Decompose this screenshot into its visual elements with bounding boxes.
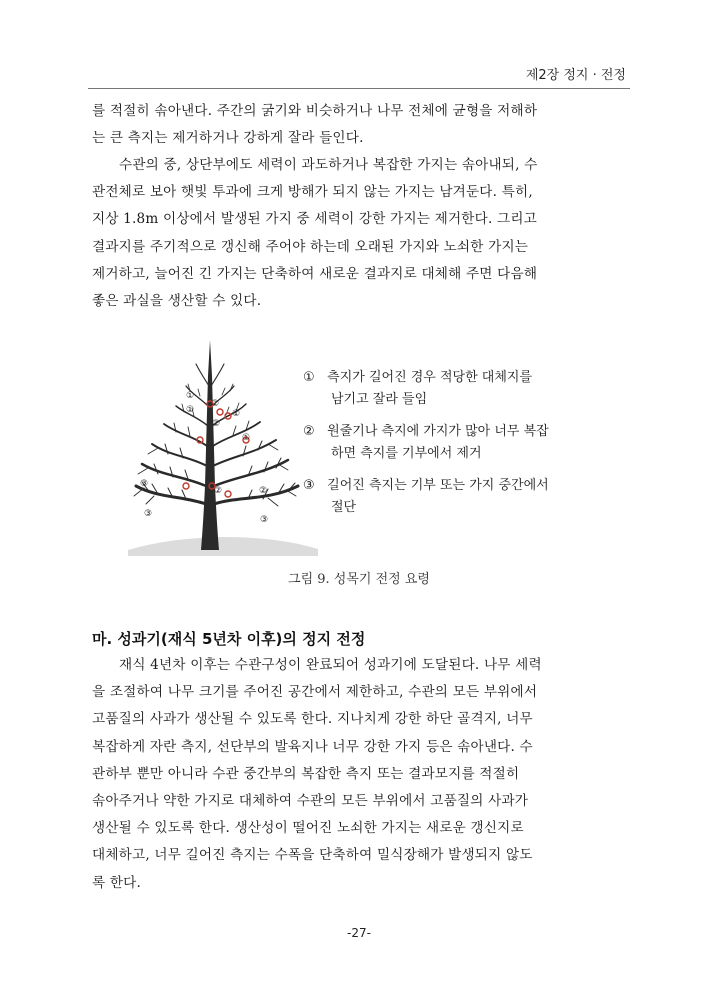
text-line: 를 적절히 솎아낸다. 주간의 굵기와 비슷하거나 나무 전체에 균형을 저해하 [92,103,538,119]
note-text: 길어진 측지는 기부 또는 가지 중간에서 [327,478,549,493]
text-line: 는 큰 측지는 제거하거나 강하게 잘라 들인다. [92,130,364,147]
marker-1: ① [242,433,251,443]
header-rule [88,88,630,89]
note-text: 측지가 길어진 경우 적당한 대체지를 [327,370,533,385]
text-line: 좋은 과실을 생산할 수 있다. [92,293,262,310]
paragraph-2 [92,152,630,315]
text-line: 록 한다. [92,874,142,891]
marker-3: ③ [140,479,149,489]
text-line: 수관의 중, 상단부에도 세력이 과도하거나 복잡한 가지는 솎아내되, 수 [119,157,538,173]
marker-2: ② [211,399,220,409]
text-line: 관전체로 보아 햇빛 투과에 크게 방해가 되지 않는 가지는 남겨둔다. 특히, [92,184,533,201]
marker-1: ① [186,391,195,401]
note-number: ② [303,424,315,439]
paragraph-1 [92,98,630,152]
page-number: -27- [347,926,371,940]
note-text: 원줄기나 측지에 가지가 많아 너무 복잡 [327,424,549,439]
note-text: 절단 [331,500,357,515]
note-2 [303,421,593,465]
marker-3: ③ [260,515,269,525]
marker-2: ② [212,419,221,429]
section-title: 마. 성과기(재식 5년차 이후)의 정지 전정 [92,630,366,648]
text-line: 복잡하게 자란 측지, 선단부의 발육지나 너무 강한 가지 등은 솎아낸다. 수 [92,738,533,755]
text-line: 을 조절하여 나무 크기를 주어진 공간에서 제한하고, 수관의 모든 부위에서 [92,684,538,701]
text-line: 솎아주거나 약한 가지로 대체하여 수관의 모든 부위에서 고품질의 사과가 [92,793,529,810]
pruning-tree-illustration [128,336,318,556]
figure-notes [303,367,593,529]
text-line: 관하부 뿐만 아니라 수관 중간부의 복잡한 측지 또는 결과모지를 적절히 [92,765,520,782]
marker-2: ② [214,486,223,496]
text-line: 생산될 수 있도록 한다. 생산성이 떨어진 노쇠한 가지는 새로운 갱신지로 [92,820,524,837]
text-line: 고품질의 사과가 생산될 수 있도록 한다. 지나치게 강한 하단 골격지, 너무 [92,711,533,728]
note-number: ③ [303,478,315,493]
ground [128,537,318,556]
text-line: 재식 4년차 이후는 수관구성이 완료되어 성과기에 도달된다. 나무 세력 [119,657,542,673]
note-1 [303,367,593,411]
note-text: 남기고 잘라 들임 [331,392,428,407]
note-number: ① [303,370,315,385]
note-3 [303,475,593,519]
tree-branches [134,364,298,506]
marker-2: ② [259,486,268,496]
marker-3: ③ [144,509,153,519]
note-text: 하면 측지를 기부에서 제거 [331,446,482,461]
paragraph-3 [92,652,630,897]
text-line: 지상 1.8m 이상에서 발생된 가지 중 세력이 강한 가지는 제거한다. 그리고 [92,211,537,228]
marker-1: ① [232,409,241,419]
figure-caption: 그림 9. 성목기 전정 요령 [288,572,430,587]
chapter-header: 제2장 정지 · 전정 [525,68,626,83]
text-line: 제거하고, 늘어진 긴 가지는 단축하여 새로운 결과지로 대체해 주면 다음해 [92,265,538,282]
marker-1: ① [186,405,195,415]
text-line: 대체하고, 너무 길어진 측지는 수폭을 단축하여 밀식장해가 발생되지 않도 [92,847,533,864]
text-line: 결과지를 주기적으로 갱신해 주어야 하는데 오래된 가지와 노쇠한 가지는 [92,238,529,255]
